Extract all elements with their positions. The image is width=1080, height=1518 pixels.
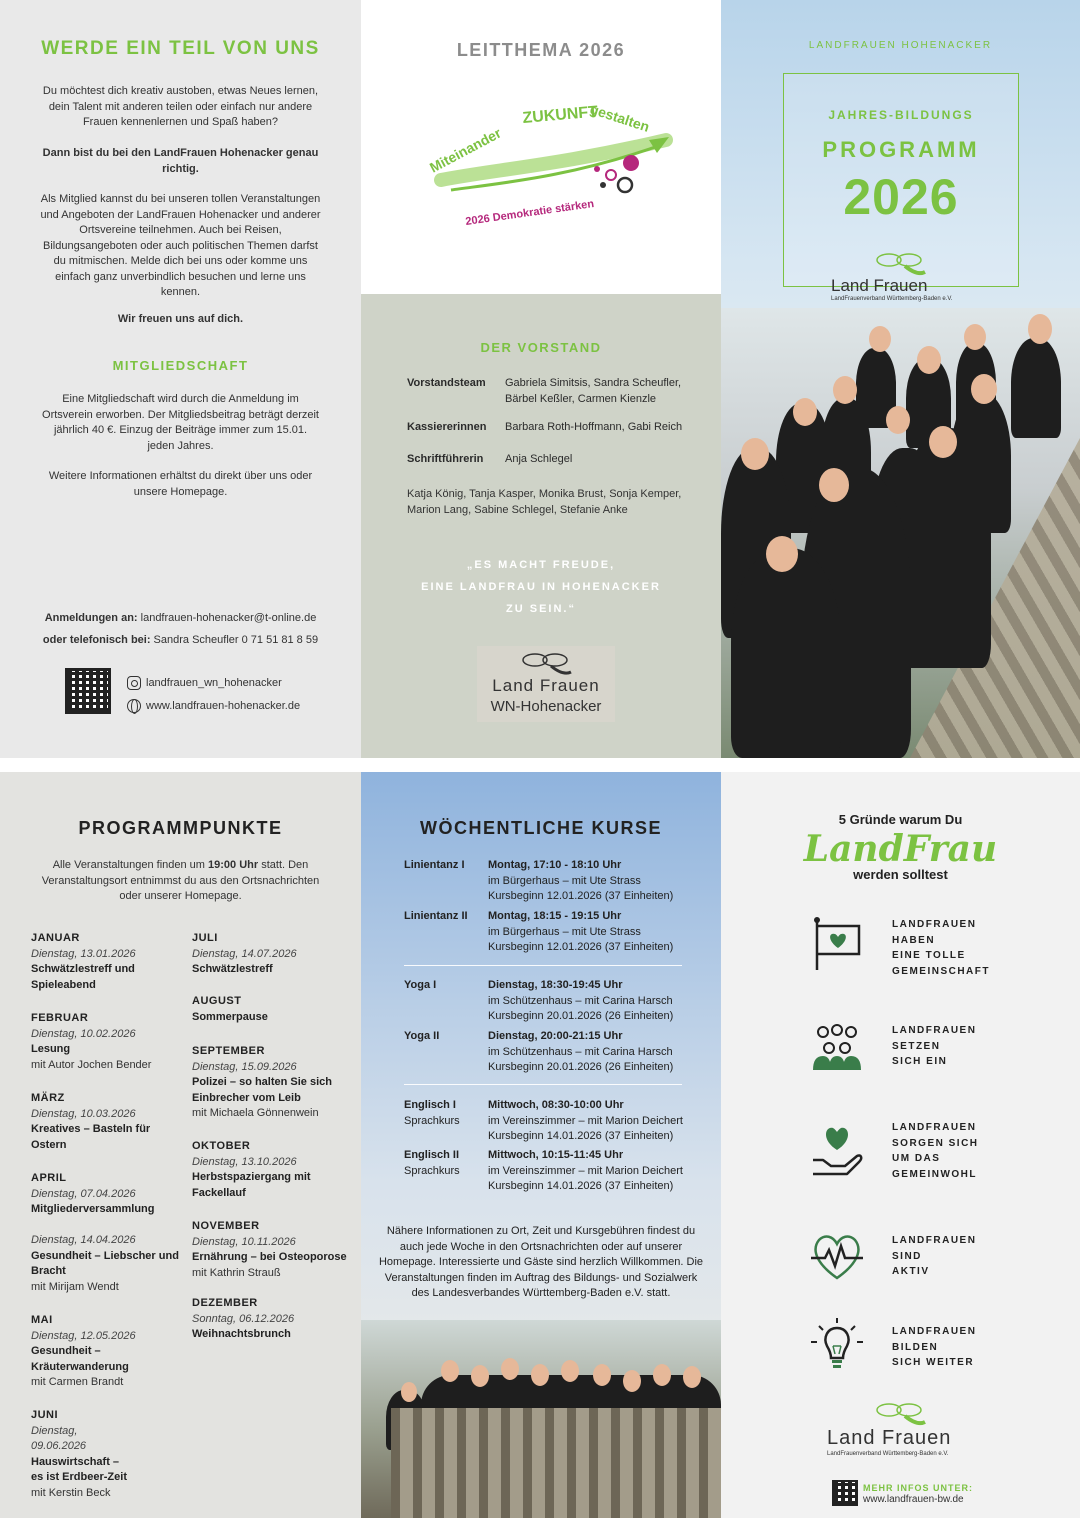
group-photo-railing xyxy=(361,1320,721,1518)
program-intro: Alle Veranstaltungen finden um 19:00 Uhr statt. Den Veranstaltungsort entnimmst du aus den Ortsnachrichten oder unserer Homepage. xyxy=(41,859,320,902)
cover-logo-text: Land Frauen xyxy=(831,276,928,295)
cover-panel xyxy=(721,0,1080,758)
welcome-text: Wir freuen uns auf dich. xyxy=(117,313,244,325)
registration-email: Anmeldungen an: landfrauen-hohenacker@t-online.de xyxy=(44,612,317,624)
list-item: DEZEMBER Sonntag, 06.12.2026 Weihnachtsbrunch xyxy=(192,1297,295,1340)
bee-icon xyxy=(861,248,941,278)
quote: „ES MACHT FREUDE, EINE LANDFRAU IN HOHENACKER ZU SEIN.“ xyxy=(421,559,661,615)
theme-logo-line2: ZUKUNFT xyxy=(521,103,599,127)
intro-text: Du möchtest dich kreativ austoben, etwas Neues lernen, dein Talent mit anderen teilen oder einfach nur andere Frauen kennenlernen und Spaß haben? xyxy=(42,85,319,128)
courses-note: Nähere Informationen zu Ort, Zeit und Kursgebühren findest du auch jede Woche in den Ortsnachrichten oder auf unserer Homepage. Interessierte und Gäste sind herzlich Willkommen. Die Veranstaltungen finden im Auftrag des Bildungs- und Sozialwerk des Landesverbandes Württemberg-Baden e.V. statt. xyxy=(378,1225,704,1299)
list-item: AUGUST Sommerpause xyxy=(192,995,268,1023)
intro-bold: Dann bist du bei den LandFrauen Hohenacker genau richtig. xyxy=(42,147,319,175)
landfrau-wordmark: LandFrau xyxy=(803,828,998,870)
info-text: Weitere Informationen erhältst du direkt über uns oder unsere Homepage. xyxy=(48,470,313,498)
membership-panel xyxy=(0,0,361,758)
board-members: Katja König, Tanja Kasper, Monika Brust, Sonja Kemper, Marion Lang, Sabine Schlegel, Stefanie Anke xyxy=(407,488,682,516)
cover-year: 2026 xyxy=(843,169,959,225)
website-link[interactable]: www.landfrauen-hohenacker.de xyxy=(127,699,300,713)
reason-text: LANDFRAUEN BILDEN SICH WEITER xyxy=(892,1326,977,1368)
lightbulb-icon xyxy=(809,1316,865,1372)
join-title: WERDE EIN TEIL VON UNS xyxy=(41,38,320,59)
board-title: DER VORSTAND xyxy=(480,340,602,355)
theme-title: LEITTHEMA 2026 xyxy=(456,40,626,60)
bee-icon xyxy=(511,650,581,678)
local-logo xyxy=(477,646,615,722)
list-item: MÄRZ Dienstag, 10.03.2026 Kreatives – Basteln für Ostern xyxy=(31,1092,151,1151)
instagram-icon xyxy=(127,676,141,690)
membership-title: MITGLIEDSCHAFT xyxy=(112,358,249,373)
list-item: OKTOBER Dienstag, 13.10.2026 Herbstspaziergang mit Fackellauf xyxy=(192,1140,311,1199)
heart-hand-icon xyxy=(809,1122,865,1178)
theme-logo xyxy=(411,85,681,245)
program-panel xyxy=(0,772,361,1518)
theme-logo-sub: 2026 Demokratie stärken xyxy=(464,198,595,228)
more-info-link[interactable]: www.landfrauen-bw.de xyxy=(863,1494,964,1505)
board-panel: DER VORSTAND Vorstandsteam Gabriela Simitsis, Sandra Scheufler, Bärbel Keßler, Carmen Kienzle Kassiererinnen Barbara Roth-Hoffmann, Gabi Reich Schriftführerin Anja Schlegel Katja König, Tanja Kasper, Monika Brust, Sonja Kemper, Marion Lang, Sabine Schlegel, Stefanie Anke „ES MACHT FREUDE, EINE LANDFRAU IN HOHENACKER ZU SEIN.“ Land Frauen WN-Hohenacker xyxy=(361,294,721,758)
group-icon xyxy=(809,1020,865,1076)
reason-text: LANDFRAUEN SETZEN SICH EIN xyxy=(892,1025,977,1067)
member-benefits-text: Als Mitglied kannst du bei unseren tollen Veranstaltungen und Angeboten der LandFrauen Hohenacker und anderer Ortsvereine teilnehmen. Auch bei Reisen, Bildungsangeboten oder auch politischen Themen darfst du mitmischen. Melde dich bei uns oder komme uns einfach ganz unverbindlich besuchen und lerne uns kennen. xyxy=(40,193,321,298)
reason-text: LANDFRAUEN HABEN EINE TOLLE GEMEINSCHAFT xyxy=(892,919,990,977)
cover-logo-sub: LandFrauenverband Württemberg-Baden e.V. xyxy=(831,296,953,302)
reasons-panel xyxy=(721,772,1080,1518)
globe-icon xyxy=(127,699,141,713)
more-info: MEHR INFOS UNTER: www.landfrauen-bw.de xyxy=(863,1483,973,1505)
cover-line2: PROGRAMM xyxy=(822,137,980,162)
footer-logo-sub: LandFrauenverband Württemberg-Baden e.V. xyxy=(827,1451,949,1457)
divider xyxy=(404,965,682,966)
divider xyxy=(404,1084,682,1085)
qr-code-icon xyxy=(832,1480,858,1506)
reasons-heading: 5 Gründe warum Du xyxy=(838,812,963,827)
theme-logo-line3: gestalten xyxy=(588,100,652,135)
theme-panel xyxy=(361,0,721,294)
list-item: MAI Dienstag, 12.05.2026 Gesundheit – Kräuterwanderung mit Carmen Brandt xyxy=(31,1314,136,1388)
courses-title: WÖCHENTLICHE KURSE xyxy=(420,818,662,838)
list-item: FEBRUAR Dienstag, 10.02.2026 Lesung mit Autor Jochen Bender xyxy=(31,1012,152,1071)
local-logo-text: Land Frauen xyxy=(492,676,600,695)
instagram-link[interactable]: landfrauen_wn_hohenacker xyxy=(127,676,282,690)
list-item: Dienstag, 14.04.2026 Gesundheit – Liebscher und Bracht mit Mirijam Wendt xyxy=(31,1234,179,1293)
bee-icon xyxy=(861,1398,941,1428)
email-link[interactable]: landfrauen-hohenacker@t-online.de xyxy=(137,612,317,624)
cover-line1: JAHRES-BILDUNGS xyxy=(828,108,974,122)
local-logo-sub: WN-Hohenacker xyxy=(490,698,602,715)
reasons-subheading: werden solltest xyxy=(853,867,948,882)
theme-logo-line1: Miteinander xyxy=(426,124,504,176)
list-item: JANUAR Dienstag, 13.01.2026 Schwätzlestreff und Spieleabend xyxy=(31,932,136,991)
group-photo xyxy=(721,308,1080,758)
qr-code-icon xyxy=(65,668,111,714)
courses-panel: WÖCHENTLICHE KURSE Linientanz I Montag, 17:10 - 18:10 Uhr im Bürgerhaus – mit Ute Strass Kursbeginn 12.01.2026 (37 Einheiten) Linientanz II Montag, 18:15 - 19:15 Uhr im Bürgerhaus – mit Ute Strass Kursbeginn 12.01.2026 (37 Einheiten) Yoga I Dienstag, 18:30-19:45 Uhr im Schützenhaus – mit Carina Harsch Kursbeginn 20.01.2026 (26 Einheiten) Yoga II Dienstag, 20:00-21:15 Uhr im Schützenhaus – mit Carina Harsch Kursbeginn 20.01.2026 (26 Einheiten) Englisch I Sprachkurs Mittwoch, 08:30-10:00 Uhr im Vereinszimmer – mit Marion Deichert Kursbeginn 14.01.2026 (37 Einheiten) Englisch II Sprachkurs Mittwoch, 10:15-11:45 Uhr im Vereinszimmer – mit Marion Deichert Kursbeginn 14.01.2026 (37 Einheiten) Nähere Informationen zu Ort, Zeit und Kursgebühren findest du auch jede Woche in den Ortsnachrichten oder auf unserer Homepage. Interessierte und Gäste sind herzlich Willkommen. Die Veranstaltungen finden im Auftrag des Bildungs- und Sozialwerk des Landesverbandes Württemberg-Baden e.V. statt. xyxy=(361,772,721,1518)
reason-text: LANDFRAUEN SIND AKTIV xyxy=(892,1235,977,1277)
footer-logo-text: Land Frauen xyxy=(827,1427,952,1449)
program-title: PROGRAMMPUNKTE xyxy=(78,818,283,838)
list-item: JUNI Dienstag, 09.06.2026 Hauswirtschaft – es ist Erdbeer-Zeit mit Kerstin Beck xyxy=(31,1409,127,1499)
registration-phone: oder telefonisch bei: Sandra Scheufler 0 71 51 81 8 59 xyxy=(42,634,319,646)
reason-text: LANDFRAUEN SORGEN SICH UM DAS GEMEINWOHL xyxy=(892,1122,979,1180)
list-item: SEPTEMBER Dienstag, 15.09.2026 Polizei – so halten Sie sich Einbrecher vom Leib mit Michaela Gönnenwein xyxy=(192,1045,332,1119)
heartbeat-icon xyxy=(809,1228,865,1284)
membership-text: Eine Mitgliedschaft wird durch die Anmeldung im Ortsverein erworben. Der Mitgliedsbeitrag beträgt derzeit jährlich 40 €. Einzug der Beiträge immer zum 15.01. jeden Jahres. xyxy=(42,393,319,452)
list-item: APRIL Dienstag, 07.04.2026 Mitgliederversammlung xyxy=(31,1172,155,1215)
brand-name: LANDFRAUEN HOHENACKER xyxy=(808,40,993,51)
list-item: NOVEMBER Dienstag, 10.11.2026 Ernährung – bei Osteoporose mit Kathrin Strauß xyxy=(192,1220,347,1279)
list-item: JULI Dienstag, 14.07.2026 Schwätzlestreff xyxy=(192,932,297,975)
heart-flag-icon xyxy=(809,916,865,972)
